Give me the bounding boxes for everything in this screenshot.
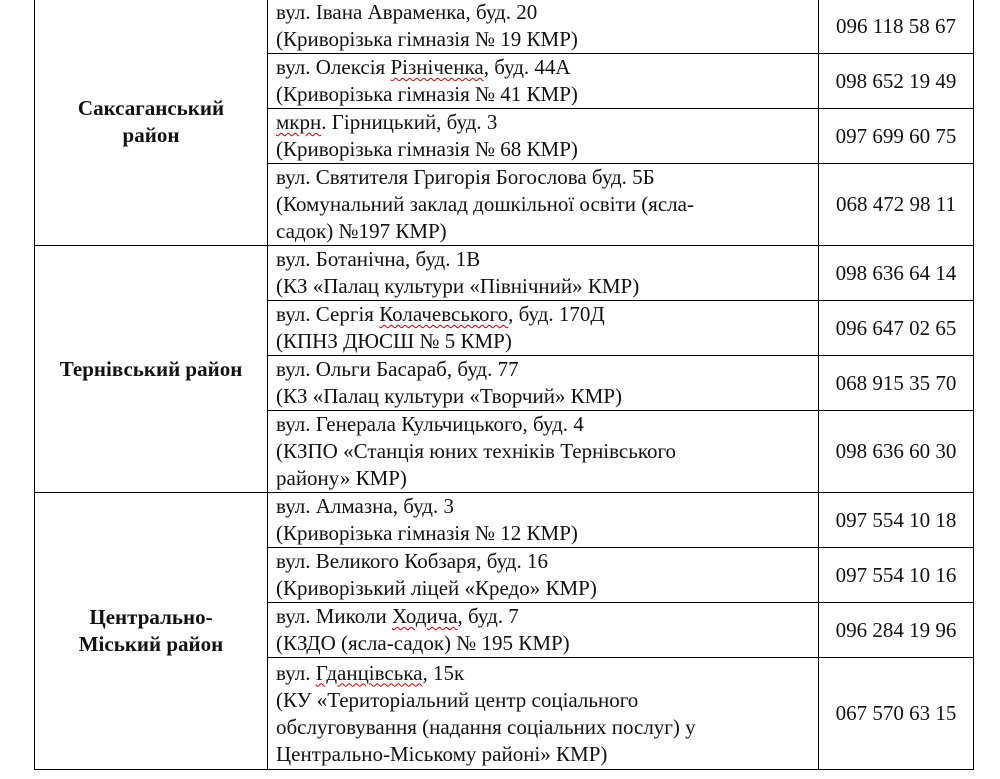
address-cell: вул. Миколи Ходича, буд. 7 (КЗДО (ясла-садок) № 195 КМР): [268, 603, 819, 658]
phone-cell: 097 554 10 16: [819, 548, 974, 603]
address-cell: вул. Генерала Кульчицького, буд. 4 (КЗПО «Станція юних техніків Тернівського району» КМР): [268, 411, 819, 493]
address-cell: вул. Олексія Різніченка, буд. 44А (Криворізька гімназія № 41 КМР): [268, 54, 819, 109]
address-cell: вул. Івана Авраменка, буд. 20 (Криворізька гімназія № 19 КМР): [268, 0, 819, 54]
phone-cell: 096 118 58 67: [819, 0, 974, 54]
phone-cell: 096 284 19 96: [819, 603, 974, 658]
phone-cell: 096 647 02 65: [819, 301, 974, 356]
address-cell: вул. Ольги Басараб, буд. 77 (КЗ «Палац культури «Творчий» КМР): [268, 356, 819, 411]
addresses-table: [34, 0, 974, 770]
address-cell: вул. Сергія Колачевського, буд. 170Д (КПНЗ ДЮСШ № 5 КМР): [268, 301, 819, 356]
address-cell: вул. Ботанічна, буд. 1В (КЗ «Палац культури «Північний» КМР): [268, 246, 819, 301]
district-saksahanskyi: Саксаганський район: [35, 0, 268, 246]
phone-cell: 097 699 60 75: [819, 109, 974, 164]
address-cell: вул. Великого Кобзаря, буд. 16 (Криворізький ліцей «Кредо» КМР): [268, 548, 819, 603]
table-row: [35, 0, 974, 54]
address-cell: вул. Алмазна, буд. 3 (Криворізька гімназія № 12 КМР): [268, 493, 819, 548]
phone-cell: 068 472 98 11: [819, 164, 974, 246]
address-cell: вул. Гданцівська, 15к (КУ «Територіальний центр соціального обслуговування (надання соціальних послуг) у Центрально-Міському районі» КМР): [268, 658, 819, 770]
phone-cell: 098 636 64 14: [819, 246, 974, 301]
phone-cell: 068 915 35 70: [819, 356, 974, 411]
phone-cell: 098 652 19 49: [819, 54, 974, 109]
district-ternivskyi: Тернівський район: [35, 246, 268, 493]
district-tsentralno-miskyi: Центрально- Міський район: [35, 493, 268, 770]
address-cell: вул. Святителя Григорія Богослова буд. 5Б (Комунальний заклад дошкільної освіти (ясла- садок) №197 КМР): [268, 164, 819, 246]
table-row: [35, 493, 974, 548]
phone-cell: 067 570 63 15: [819, 658, 974, 770]
phone-cell: 098 636 60 30: [819, 411, 974, 493]
phone-cell: 097 554 10 18: [819, 493, 974, 548]
address-cell: мкрн. Гірницький, буд. 3 (Криворізька гімназія № 68 КМР): [268, 109, 819, 164]
table-row: [35, 246, 974, 301]
